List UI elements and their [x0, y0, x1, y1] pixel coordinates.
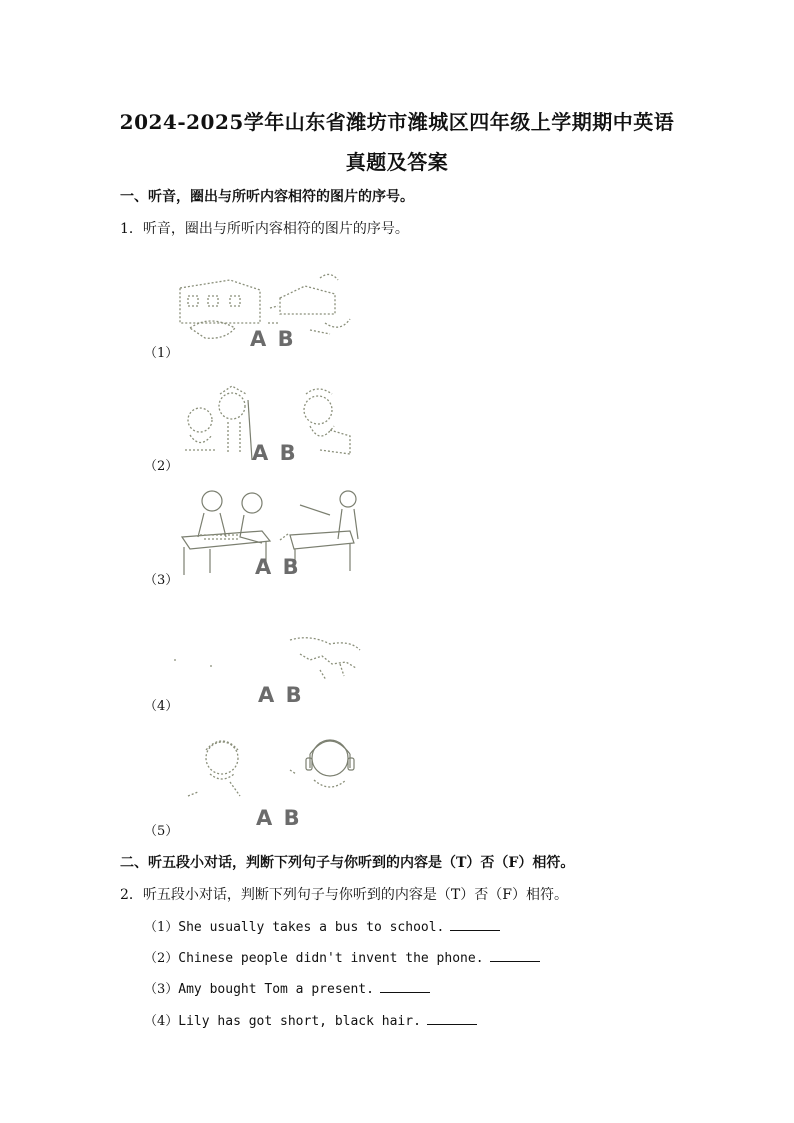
tf-item-1-answer-blank[interactable] [450, 917, 500, 931]
item-5-label: （5） [144, 824, 179, 839]
section1-heading: 一、听音，圈出与所听内容相符的图片的序号。 [120, 189, 414, 205]
tf-item-2-answer-blank[interactable] [490, 948, 540, 962]
item-2-choices: A B [252, 441, 298, 465]
tf-item-3 [144, 978, 430, 997]
item-1-choices: A B [250, 327, 296, 351]
item-3-choices: A B [255, 555, 301, 579]
document-title-line1: 2024-2025学年山东省潍坊市潍城区四年级上学期期中英语 [119, 110, 675, 134]
question-1: 1．听音，圈出与所听内容相符的图片的序号。 [120, 221, 409, 237]
tf-item-1-text: She usually takes a bus to school. [178, 920, 445, 935]
tf-item-2-text: Chinese people didn't invent the phone. [178, 951, 484, 966]
item-4-label: （4） [144, 699, 179, 714]
tf-item-4 [144, 1010, 477, 1029]
tf-item-3-label: （3） [144, 982, 179, 997]
item-4-choices: A B [258, 683, 304, 707]
question-2: 2．听五段小对话，判断下列句子与你听到的内容是（T）否（F）相符。 [120, 887, 568, 903]
item-1-label: （1） [144, 346, 179, 361]
tf-item-2-label: （2） [144, 951, 179, 966]
tf-item-1 [144, 916, 500, 935]
section2-heading: 二、听五段小对话，判断下列句子与你听到的内容是（T）否（F）相符。 [120, 855, 575, 871]
tf-item-4-answer-blank[interactable] [427, 1011, 477, 1025]
tf-item-1-label: （1） [144, 920, 179, 935]
tf-item-2 [144, 947, 540, 966]
document-title-line2: 真题及答案 [345, 150, 449, 174]
item-3-label: （3） [144, 573, 179, 588]
item-5-choices: A B [256, 806, 302, 830]
tf-item-3-text: Amy bought Tom a present. [178, 982, 374, 997]
tf-item-4-text: Lily has got short, black hair. [178, 1014, 421, 1029]
item-2-label: （2） [144, 459, 179, 474]
tf-item-3-answer-blank[interactable] [380, 979, 430, 993]
tf-item-4-label: （4） [144, 1014, 179, 1029]
